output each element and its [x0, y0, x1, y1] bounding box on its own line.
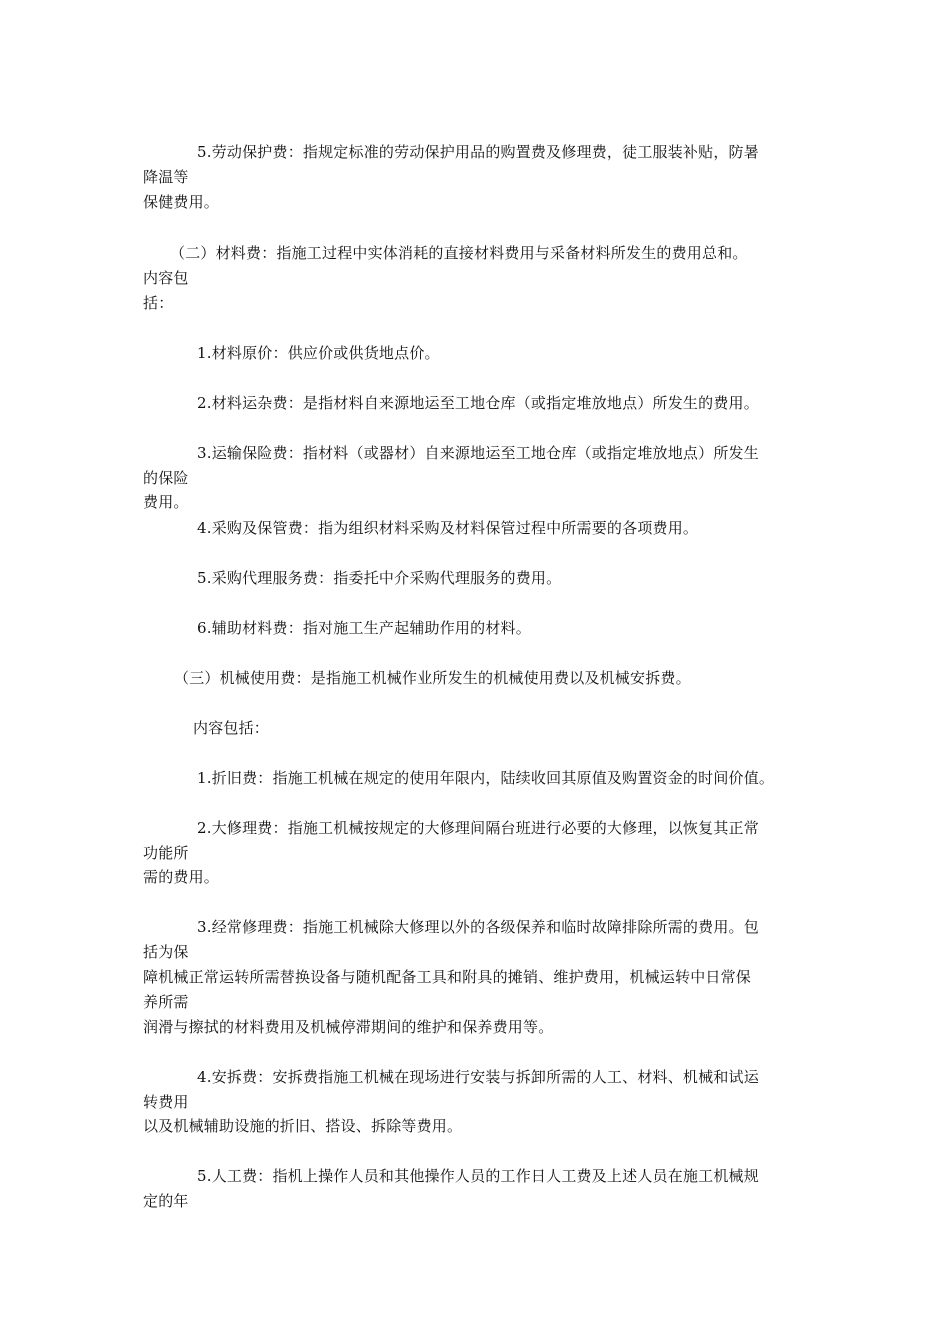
- text-line: 2.大修理费：指施工机械按规定的大修理间隔台班进行必要的大修理，以恢复其正常: [197, 819, 759, 837]
- text-line: 5.劳动保护费：指规定标准的劳动保护用品的购置费及修理费，徒工服装补贴，防暑: [197, 143, 759, 161]
- text-line: 需的费用。: [143, 868, 220, 886]
- text-line: 2.材料运杂费：是指材料自来源地运至工地仓库（或指定堆放地点）所发生的费用。: [197, 394, 759, 412]
- text-line: 括：: [143, 294, 174, 312]
- text-line: 3.经常修理费：指施工机械除大修理以外的各级保养和临时故障排除所需的费用。包: [197, 918, 759, 936]
- text-line: 功能所: [143, 844, 189, 862]
- text-line: 括为保: [143, 943, 189, 961]
- text-line: 润滑与擦拭的材料费用及机械停滞期间的维护和保养费用等。: [143, 1018, 554, 1036]
- text-line: 转费用: [143, 1093, 189, 1111]
- text-line: 1.材料原价：供应价或供货地点价。: [197, 344, 440, 362]
- text-line: 定的年: [143, 1192, 189, 1210]
- text-line: 5.采购代理服务费：指委托中介采购代理服务的费用。: [197, 569, 562, 587]
- text-line: 4.安拆费：安拆费指施工机械在现场进行安装与拆卸所需的人工、材料、机械和试运: [197, 1068, 759, 1086]
- text-line: 的保险: [143, 469, 189, 487]
- text-line: 4.采购及保管费：指为组织材料采购及材料保管过程中所需要的各项费用。: [197, 519, 699, 537]
- text-line: 保健费用。: [143, 193, 220, 211]
- text-line: （三）机械使用费：是指施工机械作业所发生的机械使用费以及机械安拆费。: [174, 669, 691, 687]
- text-line: 以及机械辅助设施的折旧、搭设、拆除等费用。: [143, 1117, 463, 1135]
- text-line: 3.运输保险费：指材料（或器材）自来源地运至工地仓库（或指定堆放地点）所发生: [197, 444, 759, 462]
- text-line: 1.折旧费：指施工机械在规定的使用年限内，陆续收回其原值及购置资金的时间价值。: [197, 769, 775, 787]
- text-line: 5.人工费：指机上操作人员和其他操作人员的工作日人工费及上述人员在施工机械规: [197, 1167, 759, 1185]
- text-line: 降温等: [143, 168, 189, 186]
- text-line: 6.辅助材料费：指对施工生产起辅助作用的材料。: [197, 619, 531, 637]
- text-line: （二）材料费：指施工过程中实体消耗的直接材料费用与采备材料所发生的费用总和。: [170, 244, 748, 262]
- text-line: 养所需: [143, 993, 189, 1011]
- text-line: 内容包括：: [193, 719, 270, 737]
- text-line: 内容包: [143, 269, 189, 287]
- text-line: 费用。: [143, 493, 189, 511]
- text-line: 障机械正常运转所需替换设备与随机配备工具和附具的摊销、维护费用，机械运转中日常保: [143, 968, 752, 986]
